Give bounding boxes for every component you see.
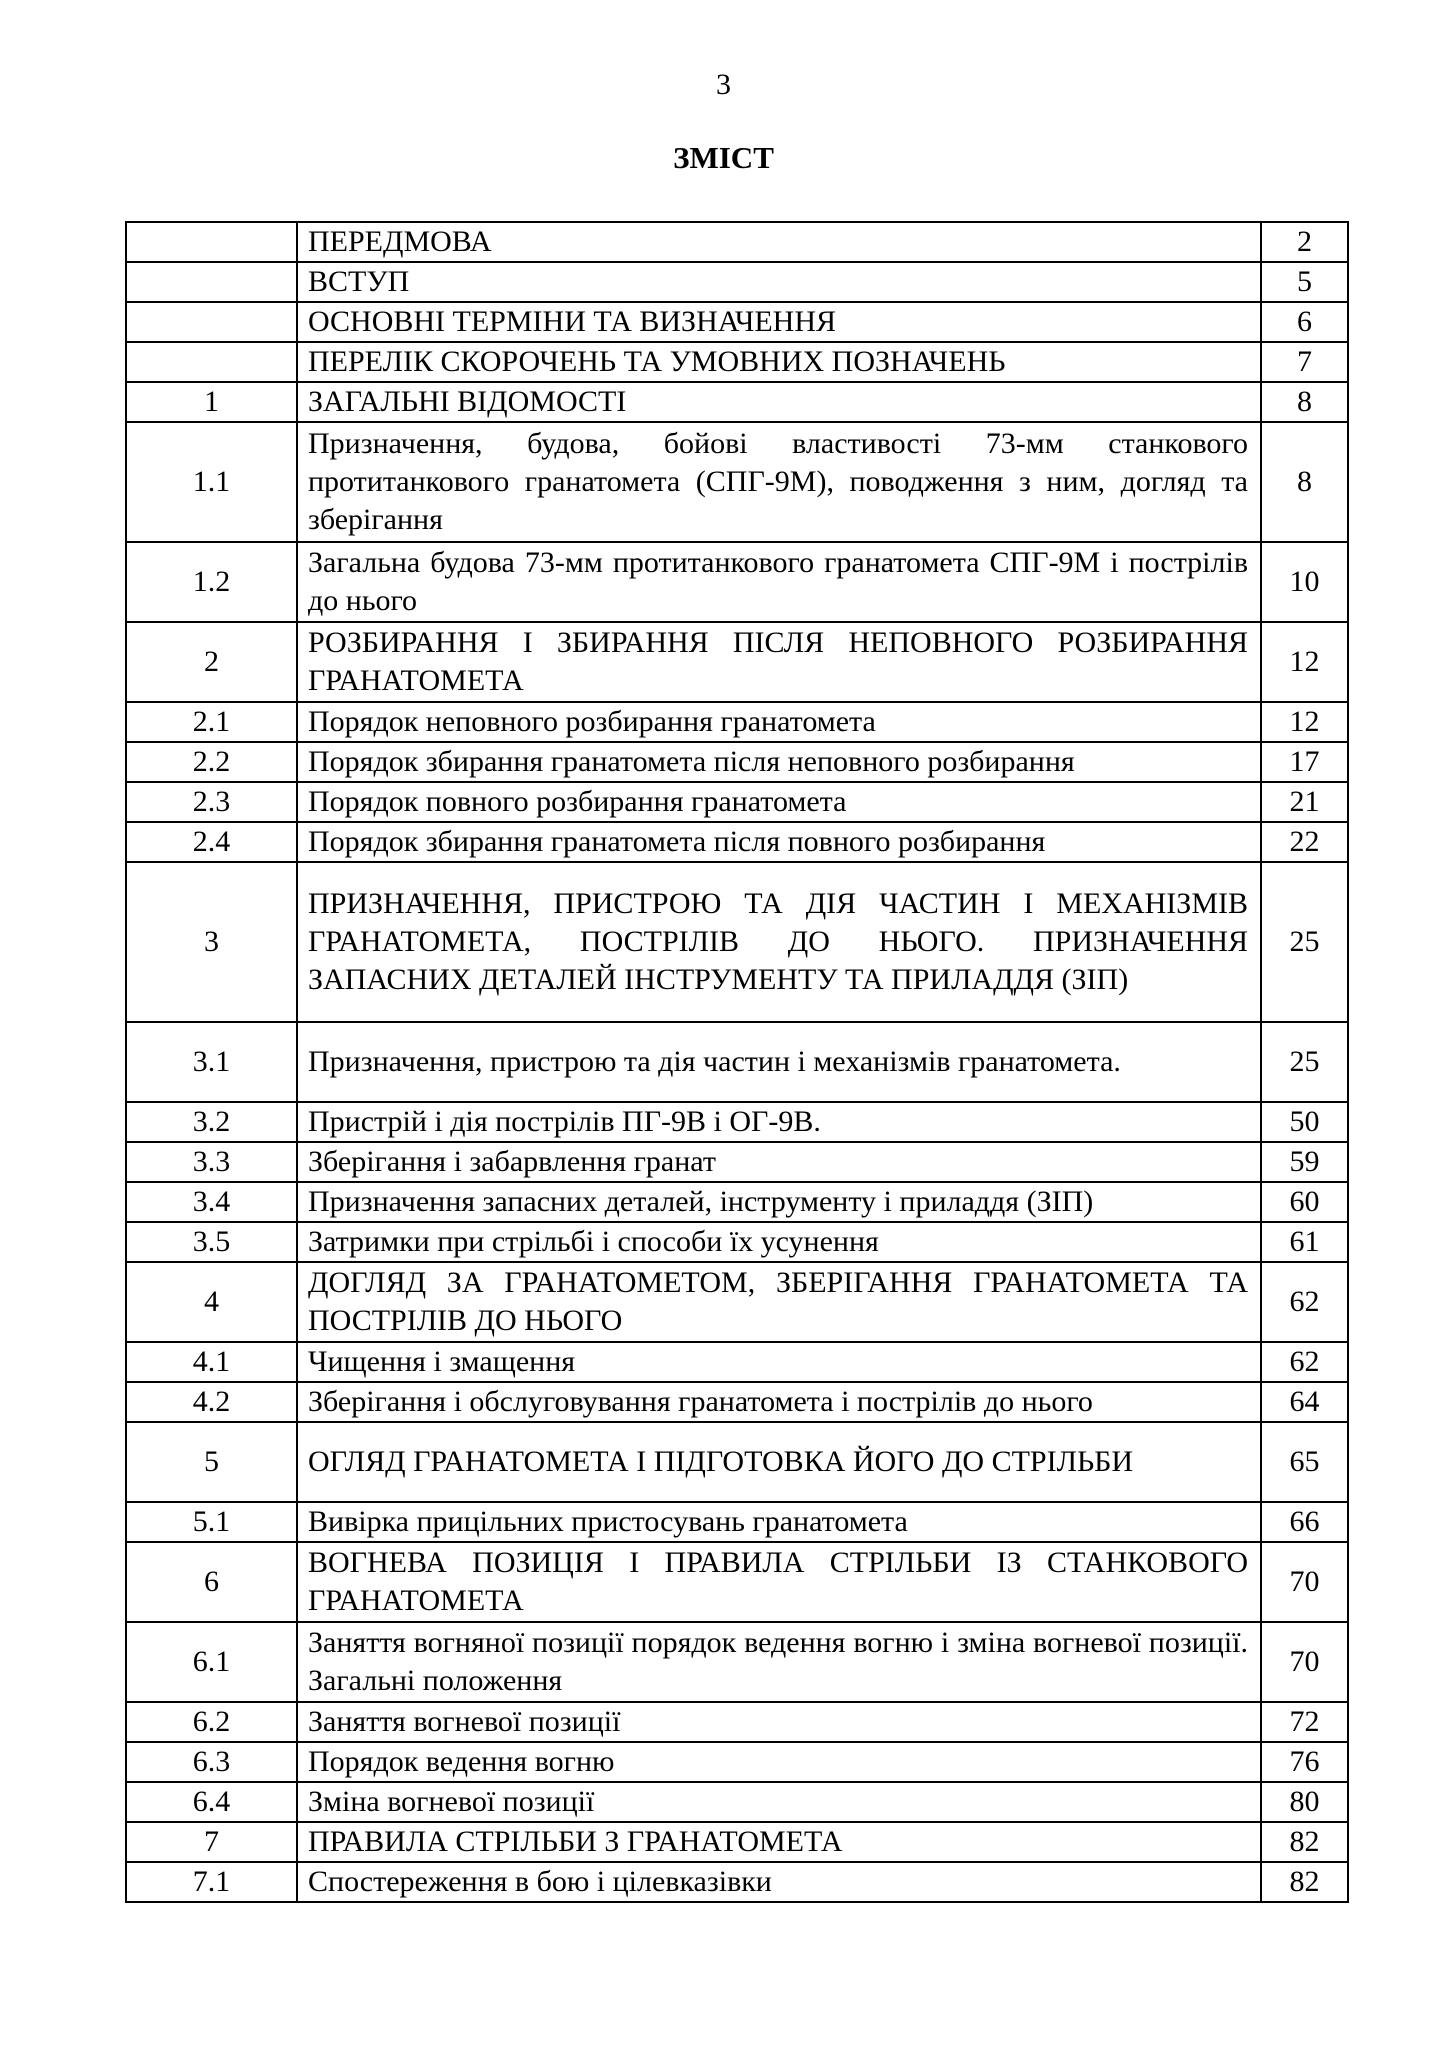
toc-section-title: Спостереження в бою і цілевказівки <box>297 1862 1261 1902</box>
toc-section-title: Заняття вогняної позиції порядок ведення вогню і зміна вогневої позиції. Загальні положення <box>297 1622 1261 1702</box>
toc-section-number: 4.1 <box>126 1342 297 1382</box>
toc-row <box>126 1382 1348 1422</box>
toc-section-title: ПЕРЕЛІК СКОРОЧЕНЬ ТА УМОВНИХ ПОЗНАЧЕНЬ <box>297 342 1261 382</box>
toc-page-number: 17 <box>1261 742 1348 782</box>
toc-section-title: ОГЛЯД ГРАНАТОМЕТА І ПІДГОТОВКА ЙОГО ДО СТРІЛЬБИ <box>297 1422 1261 1502</box>
toc-page-number: 8 <box>1261 382 1348 422</box>
toc-page-number: 22 <box>1261 822 1348 862</box>
toc-row <box>126 1622 1348 1702</box>
toc-page-number: 61 <box>1261 1222 1348 1262</box>
toc-page-number: 70 <box>1261 1542 1348 1622</box>
toc-row <box>126 1182 1348 1222</box>
toc-section-title: Заняття вогневої позиції <box>297 1702 1261 1742</box>
toc-section-number: 6 <box>126 1542 297 1622</box>
toc-row <box>126 702 1348 742</box>
toc-section-title: Вивірка прицільних пристосувань гранатомета <box>297 1502 1261 1542</box>
toc-row <box>126 782 1348 822</box>
toc-section-number: 2.2 <box>126 742 297 782</box>
toc-section-title: Зберігання і обслуговування гранатомета і пострілів до нього <box>297 1382 1261 1422</box>
toc-row <box>126 1022 1348 1102</box>
toc-page-number: 59 <box>1261 1142 1348 1182</box>
toc-section-number: 1 <box>126 382 297 422</box>
toc-section-title: РОЗБИРАННЯ І ЗБИРАННЯ ПІСЛЯ НЕПОВНОГО РОЗБИРАННЯ ГРАНАТОМЕТА <box>297 622 1261 702</box>
toc-section-number: 1.1 <box>126 422 297 542</box>
toc-section-title: Порядок збирання гранатомета після повного розбирання <box>297 822 1261 862</box>
toc-section-number: 3.4 <box>126 1182 297 1222</box>
toc-page-number: 6 <box>1261 302 1348 342</box>
toc-page-number: 65 <box>1261 1422 1348 1502</box>
toc-section-title: Загальна будова 73-мм протитанкового гранатомета СПГ-9М і пострілів до нього <box>297 542 1261 622</box>
toc-page-number: 7 <box>1261 342 1348 382</box>
toc-section-number: 3.1 <box>126 1022 297 1102</box>
toc-section-number: 3 <box>126 862 297 1022</box>
toc-section-number: 5.1 <box>126 1502 297 1542</box>
toc-row <box>126 222 1348 262</box>
toc-page-number: 64 <box>1261 1382 1348 1422</box>
toc-section-number: 2.4 <box>126 822 297 862</box>
toc-page-number: 66 <box>1261 1502 1348 1542</box>
toc-section-title: Пристрій і дія пострілів ПГ-9В і ОГ-9В. <box>297 1102 1261 1142</box>
toc-section-number: 6.1 <box>126 1622 297 1702</box>
toc-row <box>126 262 1348 302</box>
page-title: ЗМІСТ <box>673 140 774 175</box>
page-number: 3 <box>716 68 731 101</box>
toc-page-number: 82 <box>1261 1862 1348 1902</box>
toc-row <box>126 422 1348 542</box>
toc-page-number: 5 <box>1261 262 1348 302</box>
toc-section-title: Порядок ведення вогню <box>297 1742 1261 1782</box>
toc-page-number: 62 <box>1261 1262 1348 1342</box>
toc-section-number: 3.2 <box>126 1102 297 1142</box>
toc-row <box>126 1822 1348 1862</box>
toc-section-number: 2.1 <box>126 702 297 742</box>
toc-row <box>126 1342 1348 1382</box>
toc-section-number: 5 <box>126 1422 297 1502</box>
toc-row <box>126 382 1348 422</box>
toc-section-number <box>126 342 297 382</box>
toc-row <box>126 302 1348 342</box>
toc-section-number: 2.3 <box>126 782 297 822</box>
toc-page-number: 25 <box>1261 1022 1348 1102</box>
toc-section-title: Зберігання і забарвлення гранат <box>297 1142 1261 1182</box>
toc-section-number: 6.2 <box>126 1702 297 1742</box>
toc-row <box>126 542 1348 622</box>
toc-section-title: Порядок повного розбирання гранатомета <box>297 782 1261 822</box>
toc-row <box>126 742 1348 782</box>
toc-page-number: 70 <box>1261 1622 1348 1702</box>
toc-row <box>126 622 1348 702</box>
toc-row <box>126 1862 1348 1902</box>
toc-row <box>126 342 1348 382</box>
toc-row <box>126 1142 1348 1182</box>
table-of-contents <box>125 221 1349 1903</box>
toc-section-number: 4.2 <box>126 1382 297 1422</box>
toc-section-number <box>126 262 297 302</box>
toc-page-number: 25 <box>1261 862 1348 1022</box>
toc-page-number: 62 <box>1261 1342 1348 1382</box>
toc-page-number: 10 <box>1261 542 1348 622</box>
toc-section-number <box>126 302 297 342</box>
toc-section-title: ПРАВИЛА СТРІЛЬБИ З ГРАНАТОМЕТА <box>297 1822 1261 1862</box>
toc-row <box>126 1542 1348 1622</box>
toc-body <box>126 222 1348 1902</box>
toc-section-number: 7.1 <box>126 1862 297 1902</box>
toc-section-number: 6.3 <box>126 1742 297 1782</box>
toc-section-title: ВОГНЕВА ПОЗИЦІЯ І ПРАВИЛА СТРІЛЬБИ ІЗ СТАНКОВОГО ГРАНАТОМЕТА <box>297 1542 1261 1622</box>
toc-page-number: 50 <box>1261 1102 1348 1142</box>
toc-row <box>126 1742 1348 1782</box>
toc-page-number: 76 <box>1261 1742 1348 1782</box>
toc-section-title: Призначення, пристрою та дія частин і механізмів гранатомета. <box>297 1022 1261 1102</box>
toc-section-title: Затримки при стрільбі і способи їх усунення <box>297 1222 1261 1262</box>
toc-section-title: Призначення, будова, бойові властивості 73-мм станкового протитанкового гранатомета (СПГ-9М), поводження з ним, догляд та зберігання <box>297 422 1261 542</box>
toc-page-number: 12 <box>1261 702 1348 742</box>
toc-row <box>126 1262 1348 1342</box>
toc-section-number: 4 <box>126 1262 297 1342</box>
toc-page-number: 8 <box>1261 422 1348 542</box>
toc-page-number: 2 <box>1261 222 1348 262</box>
toc-row <box>126 1102 1348 1142</box>
toc-row <box>126 1422 1348 1502</box>
toc-section-title: ПЕРЕДМОВА <box>297 222 1261 262</box>
toc-page-number: 12 <box>1261 622 1348 702</box>
toc-section-title: ДОГЛЯД ЗА ГРАНАТОМЕТОМ, ЗБЕРІГАННЯ ГРАНАТОМЕТА ТА ПОСТРІЛІВ ДО НЬОГО <box>297 1262 1261 1342</box>
toc-section-number: 3.3 <box>126 1142 297 1182</box>
toc-page-number: 82 <box>1261 1822 1348 1862</box>
toc-section-title: Чищення і змащення <box>297 1342 1261 1382</box>
toc-section-title: ВСТУП <box>297 262 1261 302</box>
toc-row <box>126 822 1348 862</box>
toc-section-title: ОСНОВНІ ТЕРМІНИ ТА ВИЗНАЧЕННЯ <box>297 302 1261 342</box>
toc-section-title: ЗАГАЛЬНІ ВІДОМОСТІ <box>297 382 1261 422</box>
toc-section-number: 7 <box>126 1822 297 1862</box>
toc-row <box>126 862 1348 1022</box>
toc-section-number: 1.2 <box>126 542 297 622</box>
toc-section-title: ПРИЗНАЧЕННЯ, ПРИСТРОЮ ТА ДІЯ ЧАСТИН І МЕХАНІЗМІВ ГРАНАТОМЕТА, ПОСТРІЛІВ ДО НЬОГО. ПРИЗНАЧЕННЯ ЗАПАСНИХ ДЕТАЛЕЙ ІНСТРУМЕНТУ ТА ПРИЛАДДЯ (ЗІП) <box>297 862 1261 1022</box>
toc-section-title: Порядок збирання гранатомета після неповного розбирання <box>297 742 1261 782</box>
toc-section-number: 6.4 <box>126 1782 297 1822</box>
toc-page-number: 60 <box>1261 1182 1348 1222</box>
toc-page-number: 21 <box>1261 782 1348 822</box>
toc-section-title: Порядок неповного розбирання гранатомета <box>297 702 1261 742</box>
toc-section-title: Призначення запасних деталей, інструменту і приладдя (ЗІП) <box>297 1182 1261 1222</box>
toc-row <box>126 1502 1348 1542</box>
toc-page-number: 80 <box>1261 1782 1348 1822</box>
toc-row <box>126 1782 1348 1822</box>
toc-row <box>126 1222 1348 1262</box>
toc-section-number <box>126 222 297 262</box>
toc-page-number: 72 <box>1261 1702 1348 1742</box>
toc-section-title: Зміна вогневої позиції <box>297 1782 1261 1822</box>
toc-section-number: 3.5 <box>126 1222 297 1262</box>
toc-section-number: 2 <box>126 622 297 702</box>
toc-row <box>126 1702 1348 1742</box>
